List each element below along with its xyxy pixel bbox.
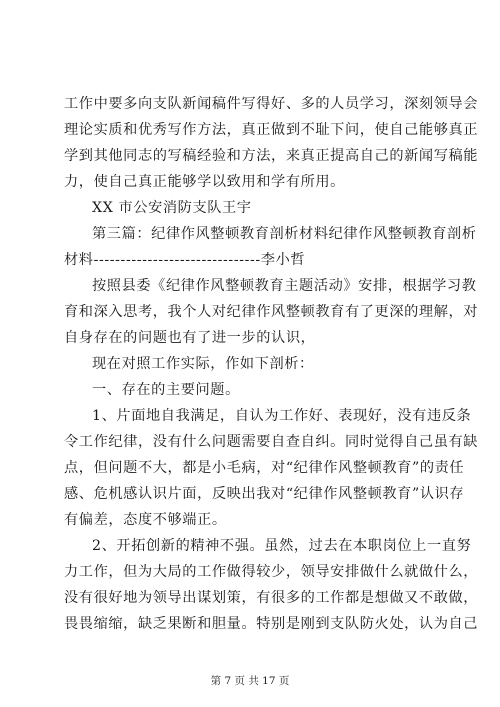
body-text-line: 令工作纪律，没有什么问题需要自查自纠。同时觉得自己虽有缺 (64, 434, 479, 450)
body-text-line: 力，使自己真正能够学以致用和学有所用。 (64, 174, 345, 190)
body-text-line: 没有很好地为领导出谋划策，有很多的工作都是想做又不敢做， (64, 590, 479, 606)
paragraph-start: 1、片面地自我满足，自认为工作好、表现好，没有违反条 (92, 408, 472, 424)
body-text-line: 自身存在的问题也有了进一步的认识， (64, 330, 316, 346)
subsection-heading: 一、存在的主要问题。 (92, 382, 240, 398)
body-text-line: 力工作，但为大局的工作做得较少，领导安排做什么就做什么， (64, 564, 479, 580)
body-text-line: 工作中要多向支队新闻稿件写得好、多的人员学习，深刻领导会 (64, 96, 479, 112)
body-text-line: 育和深入思考，我个人对纪律作风整顿教育有了更深的理解，对 (64, 304, 479, 320)
page-footer: 第 7 页 共 17 页 (210, 675, 290, 687)
body-text-line: 点，但问题不大，都是小毛病，对“纪律作风整顿教育”的责任 (64, 460, 465, 476)
paragraph-start: 按照县委《纪律作风整顿教育主题活动》安排，根据学习教 (92, 278, 477, 294)
paragraph-start: 现在对照工作实际，作如下剖析： (92, 356, 314, 372)
signature-line: XX 市公安消防支队王宇 (92, 200, 252, 216)
body-text-line: 感、危机感认识片面，反映出我对“纪律作风整顿教育”认识存 (64, 486, 465, 502)
paragraph-start: 2、开拓创新的精神不强。虽然，过去在本职岗位上一直努 (92, 538, 472, 554)
body-text-line: 学到其他同志的写稿经验和方法，来真正提高自己的新闻写稿能 (64, 148, 479, 164)
body-text-line: 理论实质和优秀写作方法，真正做到不耻下问，使自己能够真正 (64, 122, 479, 138)
section-heading: 第三篇：纪律作风整顿教育剖析材料纪律作风整顿教育剖析 (92, 226, 477, 242)
body-text-line: 有偏差，态度不够端正。 (64, 512, 227, 528)
body-text-line: 畏畏缩缩，缺乏果断和胆量。特别是刚到支队防火处，认为自己 (64, 616, 479, 632)
body-text-line: 材料-------------------------------李小哲 (64, 252, 306, 268)
